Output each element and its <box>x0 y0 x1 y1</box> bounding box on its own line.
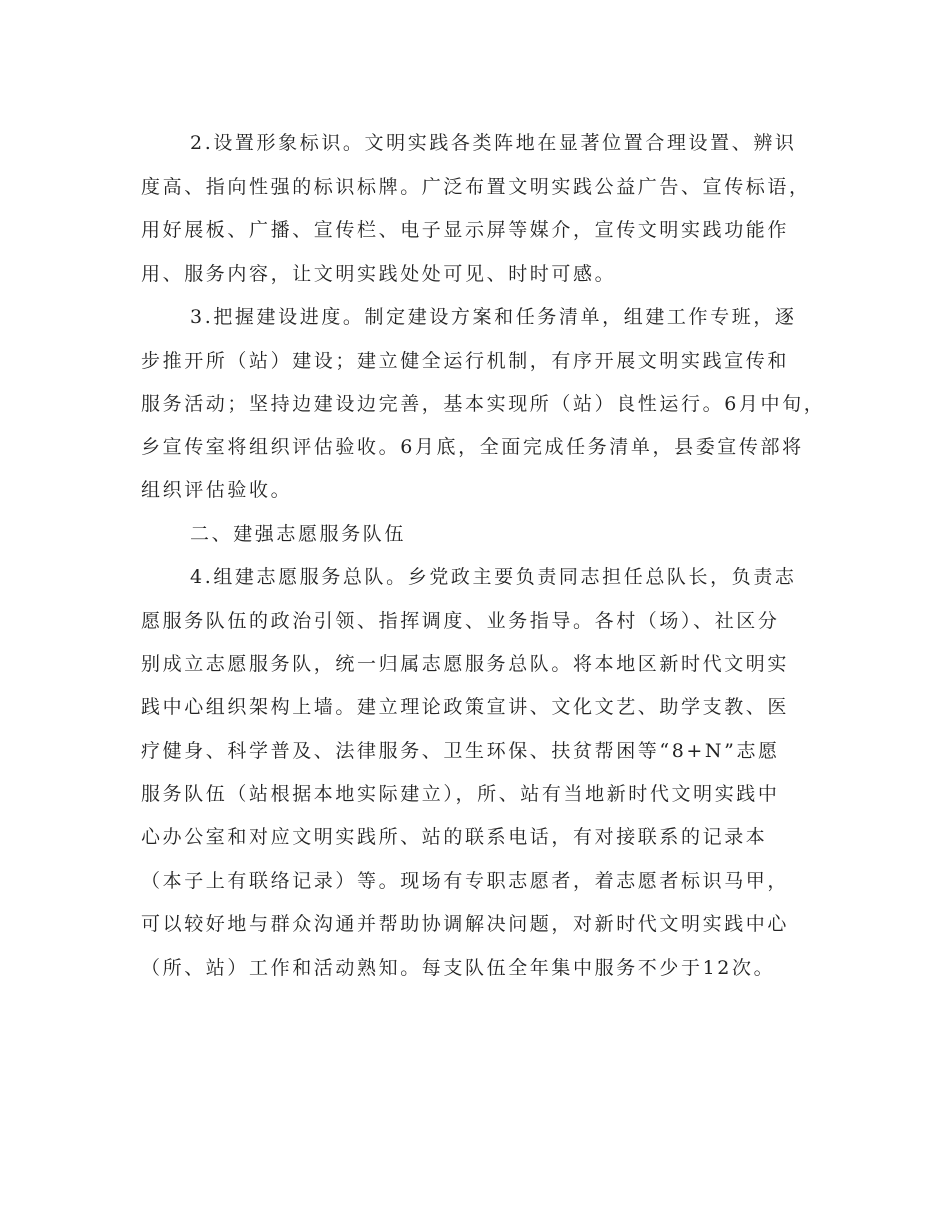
text-line: 2.设置形象标识。文明实践各类阵地在显著位置合理设置、辨识 <box>190 132 797 154</box>
text-line: 服务队伍（站根据本地实际建立），所、站有当地新时代文明实践中 <box>141 783 780 805</box>
text-line: 用好展板、广播、宣传栏、电子显示屏等媒介，宣传文明实践功能作 <box>141 219 790 241</box>
text-line: 用、服务内容，让文明实践处处可见、时时可感。 <box>141 263 617 285</box>
text-line: 组织评估验收。 <box>141 479 293 501</box>
text-line: 乡宣传室将组织评估验收。6月底，全面完成任务清单，县委宣传部将 <box>141 436 804 458</box>
text-line: 3.把握建设进度。制定建设方案和任务清单，组建工作专班，逐 <box>190 306 797 328</box>
text-line: 可以较好地与群众沟通并帮助协调解决问题，对新时代文明实践中心 <box>141 913 790 935</box>
text-line: 别成立志愿服务队，统一归属志愿服务总队。将本地区新时代文明实 <box>141 653 790 675</box>
text-line: 度高、指向性强的标识标牌。广泛布置文明实践公益广告、宣传标语， <box>141 176 811 198</box>
text-line: 疗健身、科学普及、法律服务、卫生环保、扶贫帮困等“8+N”志愿 <box>141 740 780 762</box>
text-line: 4.组建志愿服务总队。乡党政主要负责同志担任总队长，负责志 <box>190 566 797 588</box>
text-line: 践中心组织架构上墙。建立理论政策宣讲、文化文艺、助学支教、医 <box>141 696 790 718</box>
text-line: 愿服务队伍的政治引领、指挥调度、业务指导。各村（场）、社区分 <box>141 610 780 632</box>
text-line: （本子上有联络记录）等。现场有专职志愿者，着志愿者标识马甲， <box>141 870 790 892</box>
text-line: 步推开所（站）建设；建立健全运行机制，有序开展文明实践宣传和 <box>141 350 790 372</box>
text-line: （所、站）工作和活动熟知。每支队伍全年集中服务不少于12次。 <box>141 957 776 979</box>
text-line: 心办公室和对应文明实践所、站的联系电话，有对接联系的记录本 <box>141 826 768 848</box>
section-heading: 二、建强志愿服务队伍 <box>190 523 407 545</box>
text-line: 服务活动；坚持边建设边完善，基本实现所（站）良性运行。6月中旬， <box>141 393 826 415</box>
